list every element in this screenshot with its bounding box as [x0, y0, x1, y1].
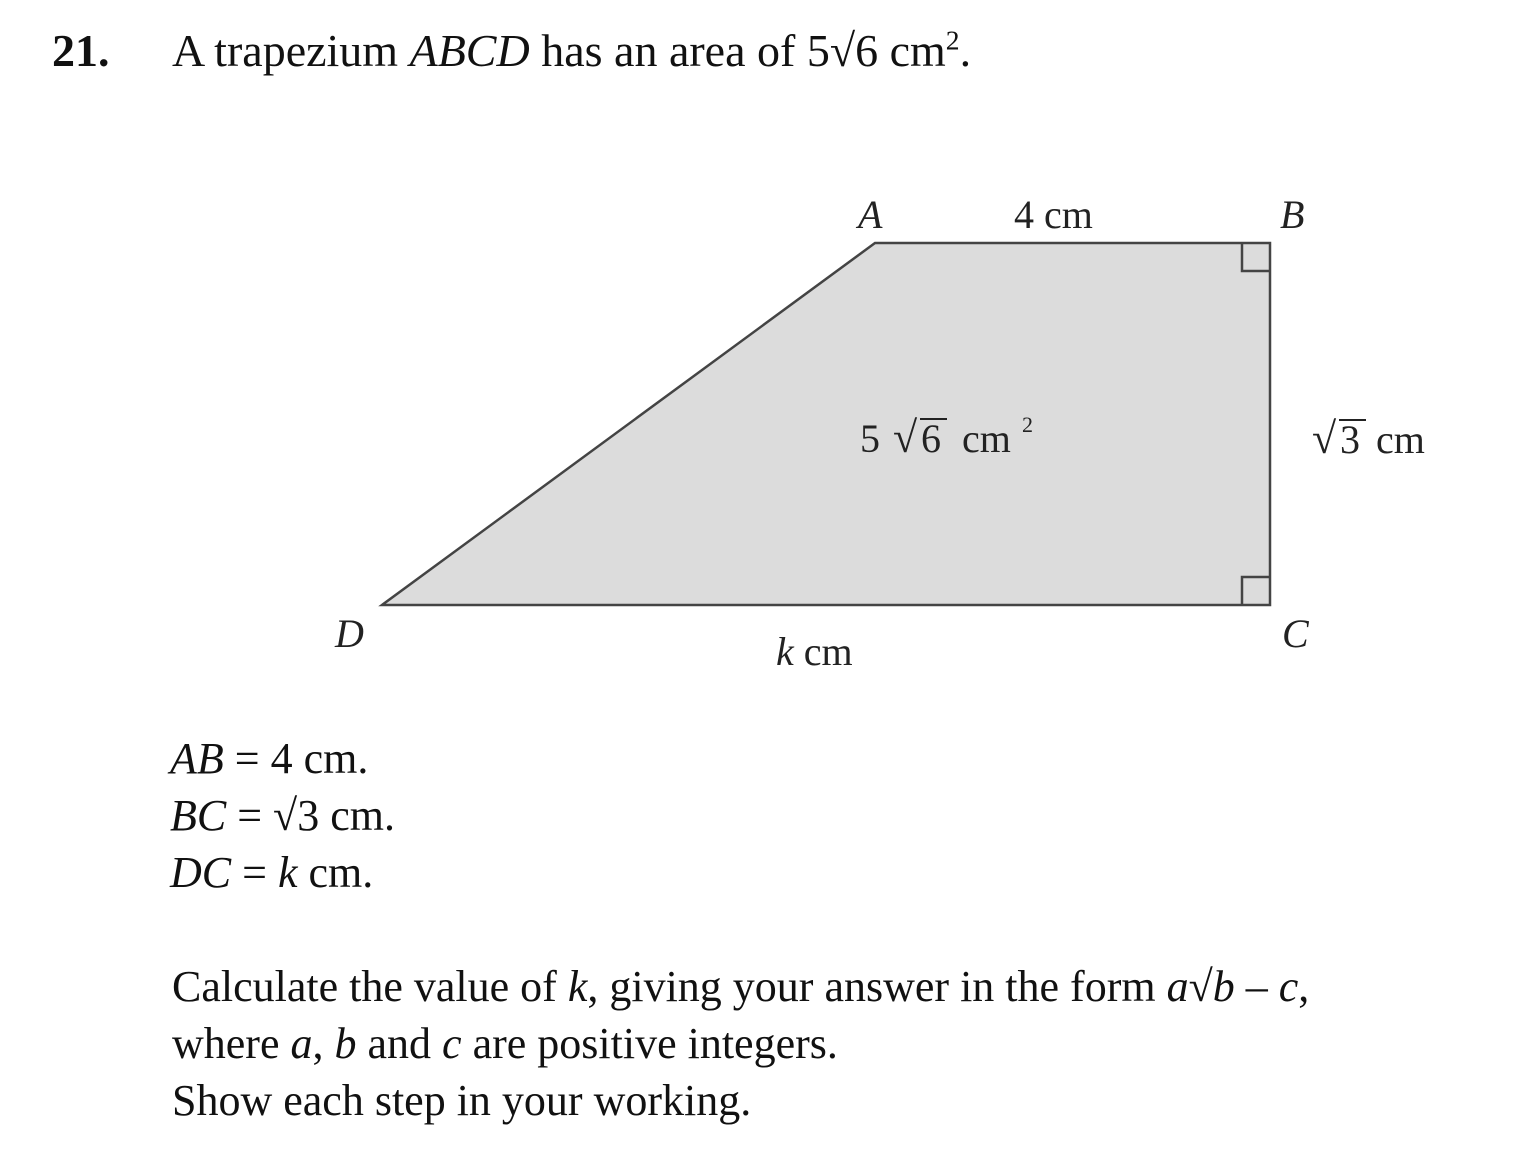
given-lengths [170, 730, 395, 901]
area-radical: √ [893, 413, 918, 462]
side-label-dc-var: k [776, 629, 794, 674]
vertex-label-b: B [1280, 192, 1305, 237]
task-l1-k: k [567, 962, 588, 1011]
given-dc-unit: cm. [297, 848, 374, 897]
intro-prefix: A trapezium [172, 25, 410, 76]
area-exponent: 2 [1022, 412, 1033, 437]
task-l1-a: Calculate the value of [172, 962, 568, 1011]
task-l1-a-var: a [1166, 962, 1189, 1011]
task-text [172, 958, 1309, 1129]
given-dc-var: k [277, 848, 298, 897]
given-bc-rhs: = √3 cm. [226, 791, 395, 840]
vertex-label-c: C [1282, 611, 1309, 656]
side-label-ab: 4 cm [1014, 192, 1093, 237]
task-line-1 [172, 958, 1309, 1015]
intro-end: . [959, 25, 972, 76]
side-label-bc-radical: √ [1312, 414, 1337, 463]
task-l1-minus: – [1234, 962, 1279, 1011]
intro-middle: has an area of 5√6 cm [529, 25, 946, 76]
given-bc-lhs: BC [170, 791, 227, 840]
task-l1-root: √ [1188, 962, 1213, 1011]
given-ab-lhs: AB [170, 734, 224, 783]
given-ab-rhs: = 4 cm. [223, 734, 369, 783]
task-l1-c-var: c [1278, 962, 1299, 1011]
given-dc [170, 844, 395, 901]
side-label-bc-unit: cm [1376, 417, 1425, 462]
question-number: 21. [52, 25, 110, 76]
task-l1-b-var: b [1212, 962, 1235, 1011]
task-line-2 [172, 1015, 1309, 1072]
side-label-bc-radicand: 3 [1340, 417, 1360, 462]
side-label-dc-unit: cm [803, 629, 853, 674]
given-dc-eq: = [231, 848, 278, 897]
task-l1-b: , giving your answer in the form [587, 962, 1167, 1011]
task-line-3: Show each step in your working. [172, 1076, 752, 1125]
task-l2-bvar: b [334, 1019, 357, 1068]
given-ab [170, 730, 395, 787]
given-bc [170, 787, 395, 844]
area-coefficient: 5 [860, 416, 880, 461]
intro-shape-name: ABCD [409, 25, 530, 76]
given-dc-lhs: DC [170, 848, 232, 897]
task-l1-end: , [1298, 962, 1310, 1011]
task-l2-c: and [356, 1019, 443, 1068]
task-l2-a: where [172, 1019, 291, 1068]
vertex-label-d: D [335, 611, 364, 656]
task-l2-b: , [312, 1019, 335, 1068]
intro-exponent: 2 [945, 24, 960, 56]
side-label-dc [776, 629, 853, 674]
task-l2-avar: a [290, 1019, 313, 1068]
task-l2-cvar: c [442, 1019, 462, 1068]
vertex-label-a: A [858, 192, 883, 237]
trapezium-shape [382, 243, 1270, 605]
area-radicand: 6 [921, 416, 941, 461]
area-unit: cm [962, 416, 1011, 461]
task-l2-d: are positive integers. [461, 1019, 838, 1068]
